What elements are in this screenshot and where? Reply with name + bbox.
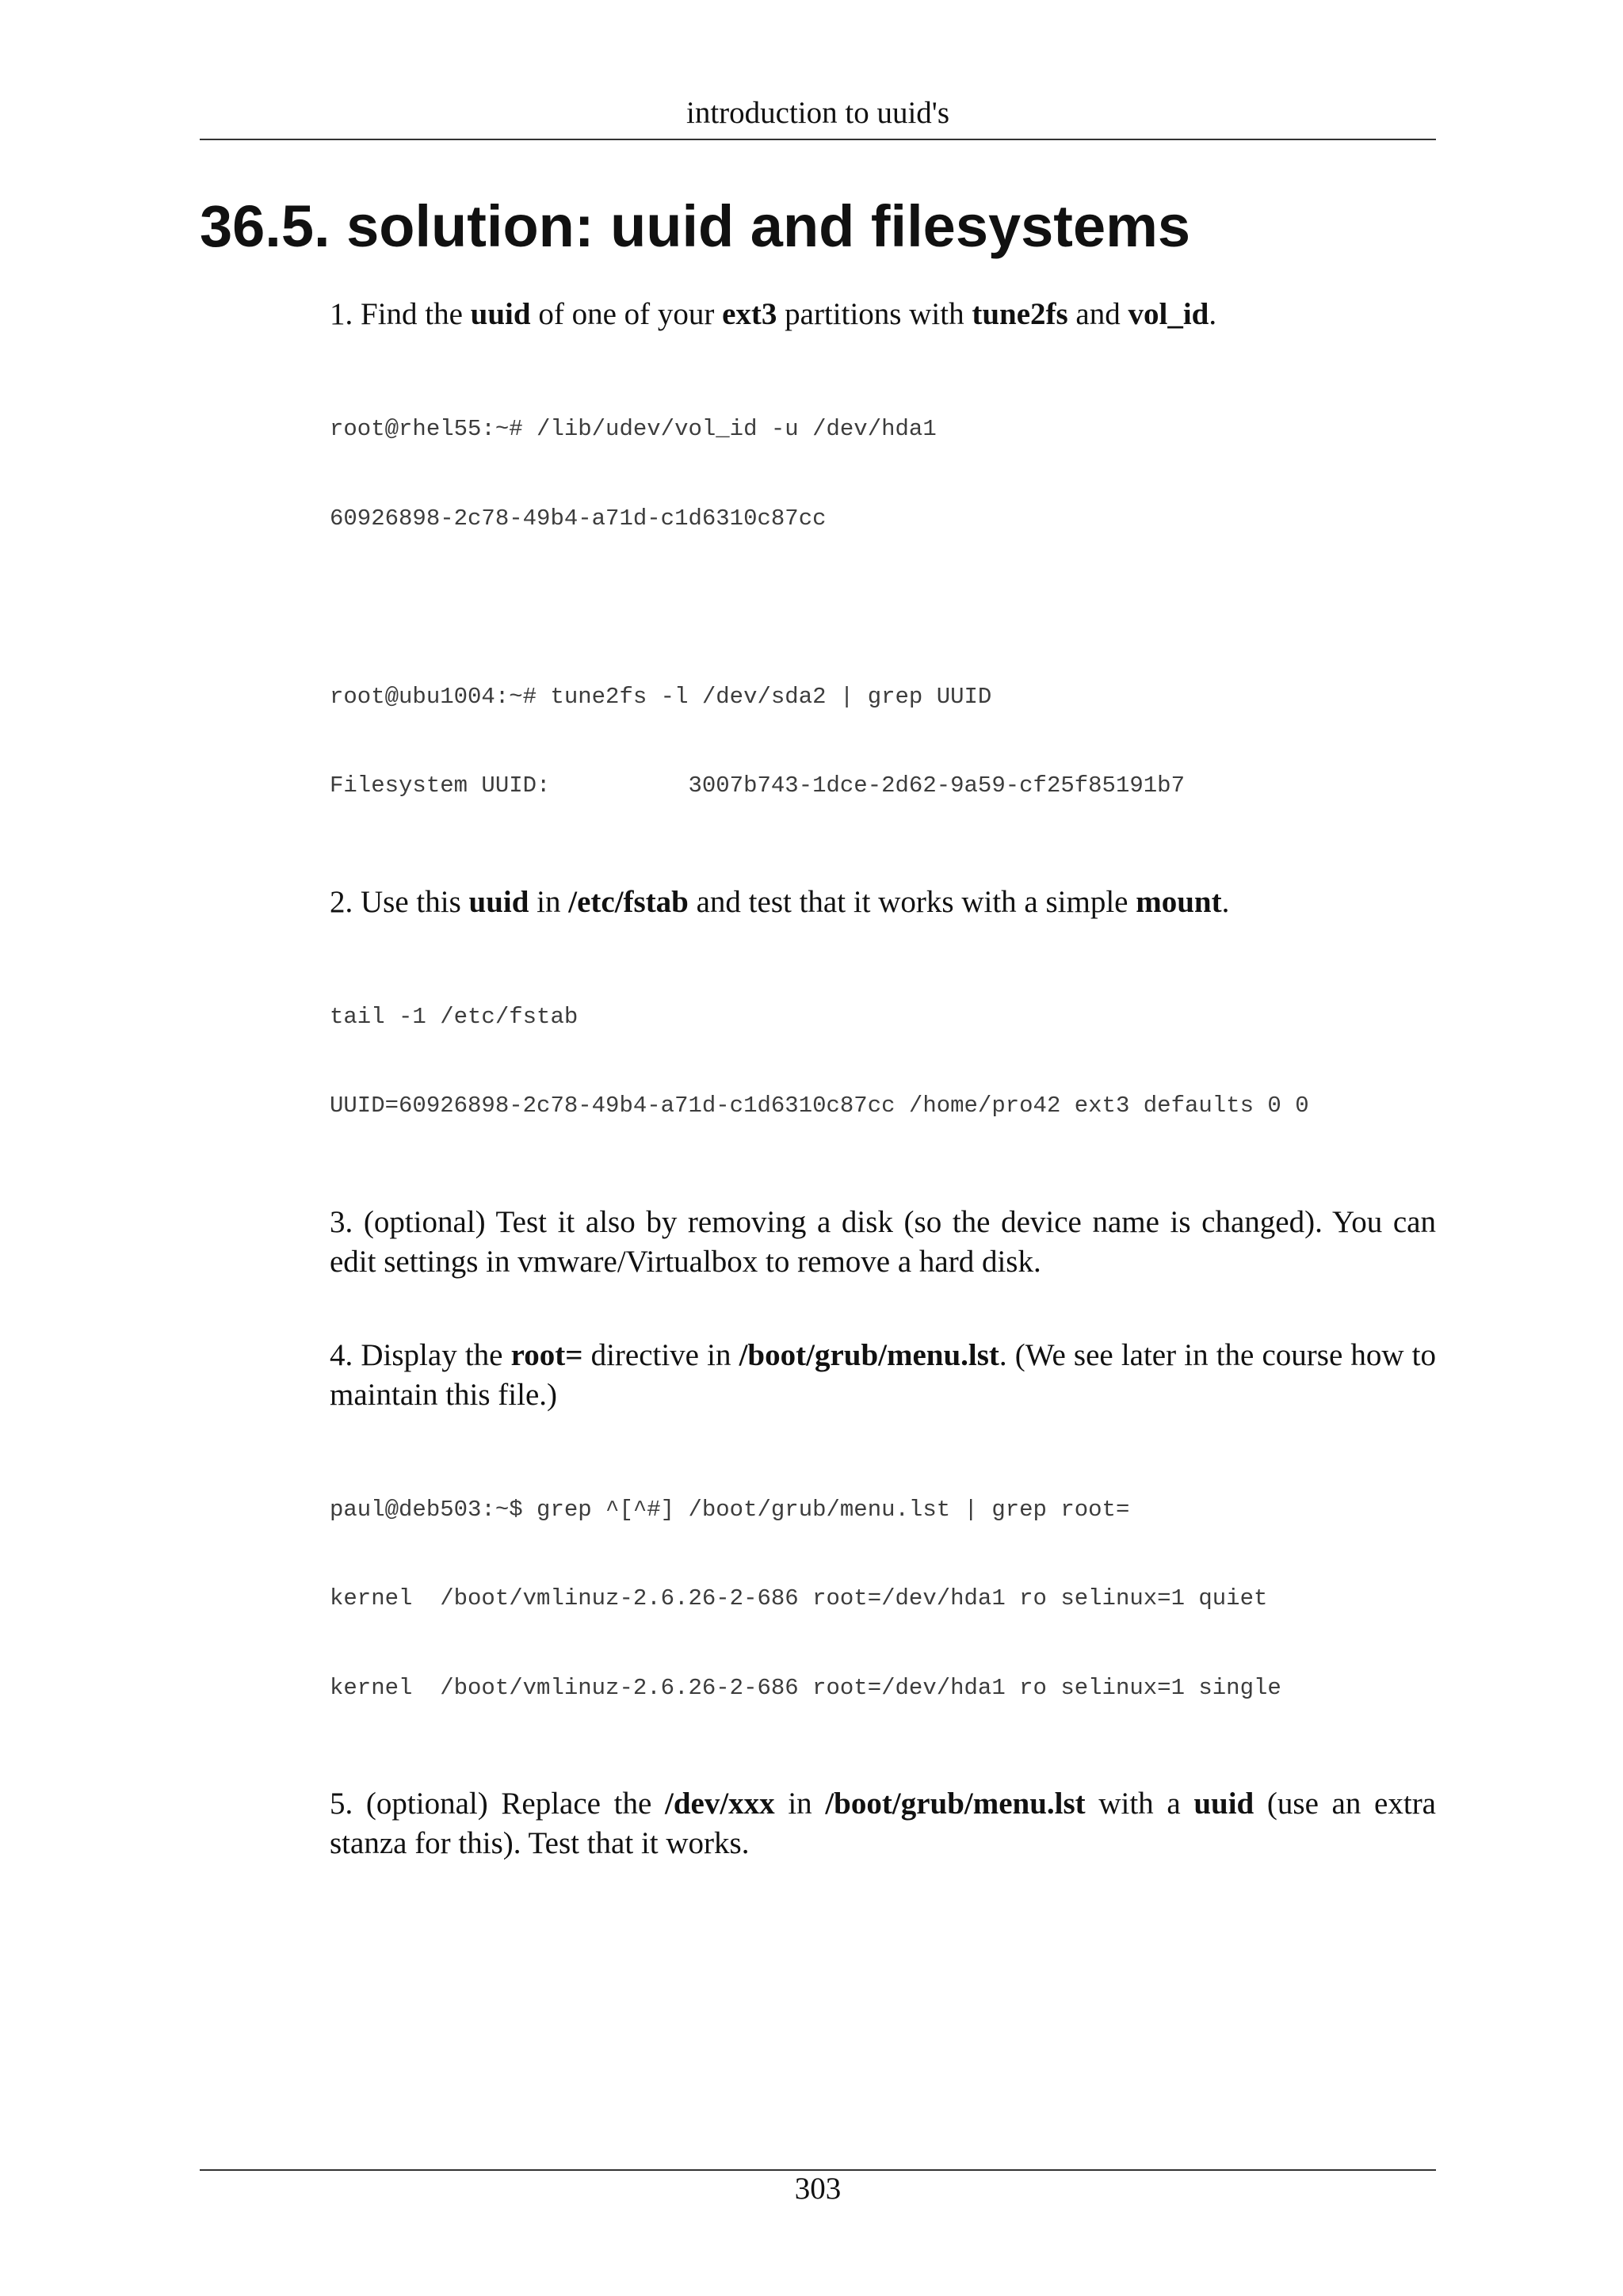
step-2-text: 2. Use this <box>330 884 469 919</box>
step-2-term-fstab: /etc/fstab <box>568 884 689 919</box>
step-2-term-mount: mount <box>1136 884 1222 919</box>
step-1-text: of one of your <box>530 297 723 331</box>
step-5 <box>330 1784 1436 1863</box>
step-1 <box>330 295 1436 334</box>
section-title: 36.5. solution: uuid and filesystems <box>200 193 1191 259</box>
code-line: kernel /boot/vmlinuz-2.6.26-2-686 root=/dev/hda1 ro selinux=1 quiet <box>330 1585 1268 1611</box>
step-4-text: directive in <box>582 1337 739 1372</box>
step-3: 3. (optional) Test it also by removing a disk (so the device name is changed). You can edit settings in vmware/Virtualbox to remove a hard disk. <box>330 1204 1436 1279</box>
step-4-text: 4. Display the <box>330 1337 511 1372</box>
step-1-text: 1. Find the <box>330 297 471 331</box>
exercise-body <box>330 295 1436 1863</box>
code-line: UUID=60926898-2c78-49b4-a71d-c1d6310c87cc /home/pro42 ext3 defaults 0 0 <box>330 1093 1309 1119</box>
step-4-text: . (We see later in the course how to maintain this file.) <box>330 1337 1437 1412</box>
step-5-text: 5. (optional) Replace the <box>330 1787 665 1821</box>
code-line: 60926898-2c78-49b4-a71d-c1d6310c87cc <box>330 505 827 532</box>
step-1-term-vol-id: vol_id <box>1128 297 1209 331</box>
code-block-step-2 <box>330 943 1436 1180</box>
step-5-term-dev-xxx: /dev/xxx <box>664 1787 775 1821</box>
step-4-term-menu-lst: /boot/grub/menu.lst <box>739 1337 999 1372</box>
step-2 <box>330 883 1436 922</box>
page-number: 303 <box>794 2172 842 2206</box>
step-5-term-menu-lst: /boot/grub/menu.lst <box>825 1787 1086 1821</box>
step-4-term-root: root= <box>510 1337 583 1372</box>
step-1-text: partitions with <box>777 297 972 331</box>
code-line: tail -1 /etc/fstab <box>330 1003 579 1030</box>
step-1-term-uuid: uuid <box>470 297 531 331</box>
running-header: introduction to uuid's <box>685 96 949 130</box>
code-block-step-1 <box>330 355 1436 860</box>
step-1-text: and <box>1067 297 1128 331</box>
step-1-term-ext3: ext3 <box>722 297 777 331</box>
code-line: root@rhel55:~# /lib/udev/vol_id -u /dev/hda1 <box>330 416 937 442</box>
step-2-text: in <box>529 884 569 919</box>
code-line: paul@deb503:~$ grep ^[^#] /boot/grub/menu.lst | grep root= <box>330 1496 1130 1523</box>
code-line: root@ubu1004:~# tune2fs -l /dev/sda2 | grep UUID <box>330 683 992 710</box>
step-5-text: (use an extra stanza for this). Test that it works. <box>330 1787 1436 1860</box>
code-block-step-4 <box>330 1436 1436 1763</box>
code-line <box>330 593 1436 623</box>
step-1-term-tune2fs: tune2fs <box>972 297 1068 331</box>
step-2-text: and test that it works with a simple <box>688 884 1136 919</box>
step-2-text: . <box>1221 884 1230 919</box>
code-line: kernel /boot/vmlinuz-2.6.26-2-686 root=/dev/hda1 ro selinux=1 single <box>330 1674 1281 1701</box>
step-5-text: with a <box>1085 1787 1194 1821</box>
code-line: Filesystem UUID: 3007b743-1dce-2d62-9a59-cf25f85191b7 <box>330 772 1185 799</box>
step-4 <box>330 1336 1436 1415</box>
step-5-text: in <box>774 1787 826 1821</box>
step-1-text: . <box>1209 297 1217 331</box>
step-5-term-uuid: uuid <box>1193 1787 1254 1821</box>
header-rule <box>200 139 1436 140</box>
step-2-term-uuid: uuid <box>468 884 529 919</box>
